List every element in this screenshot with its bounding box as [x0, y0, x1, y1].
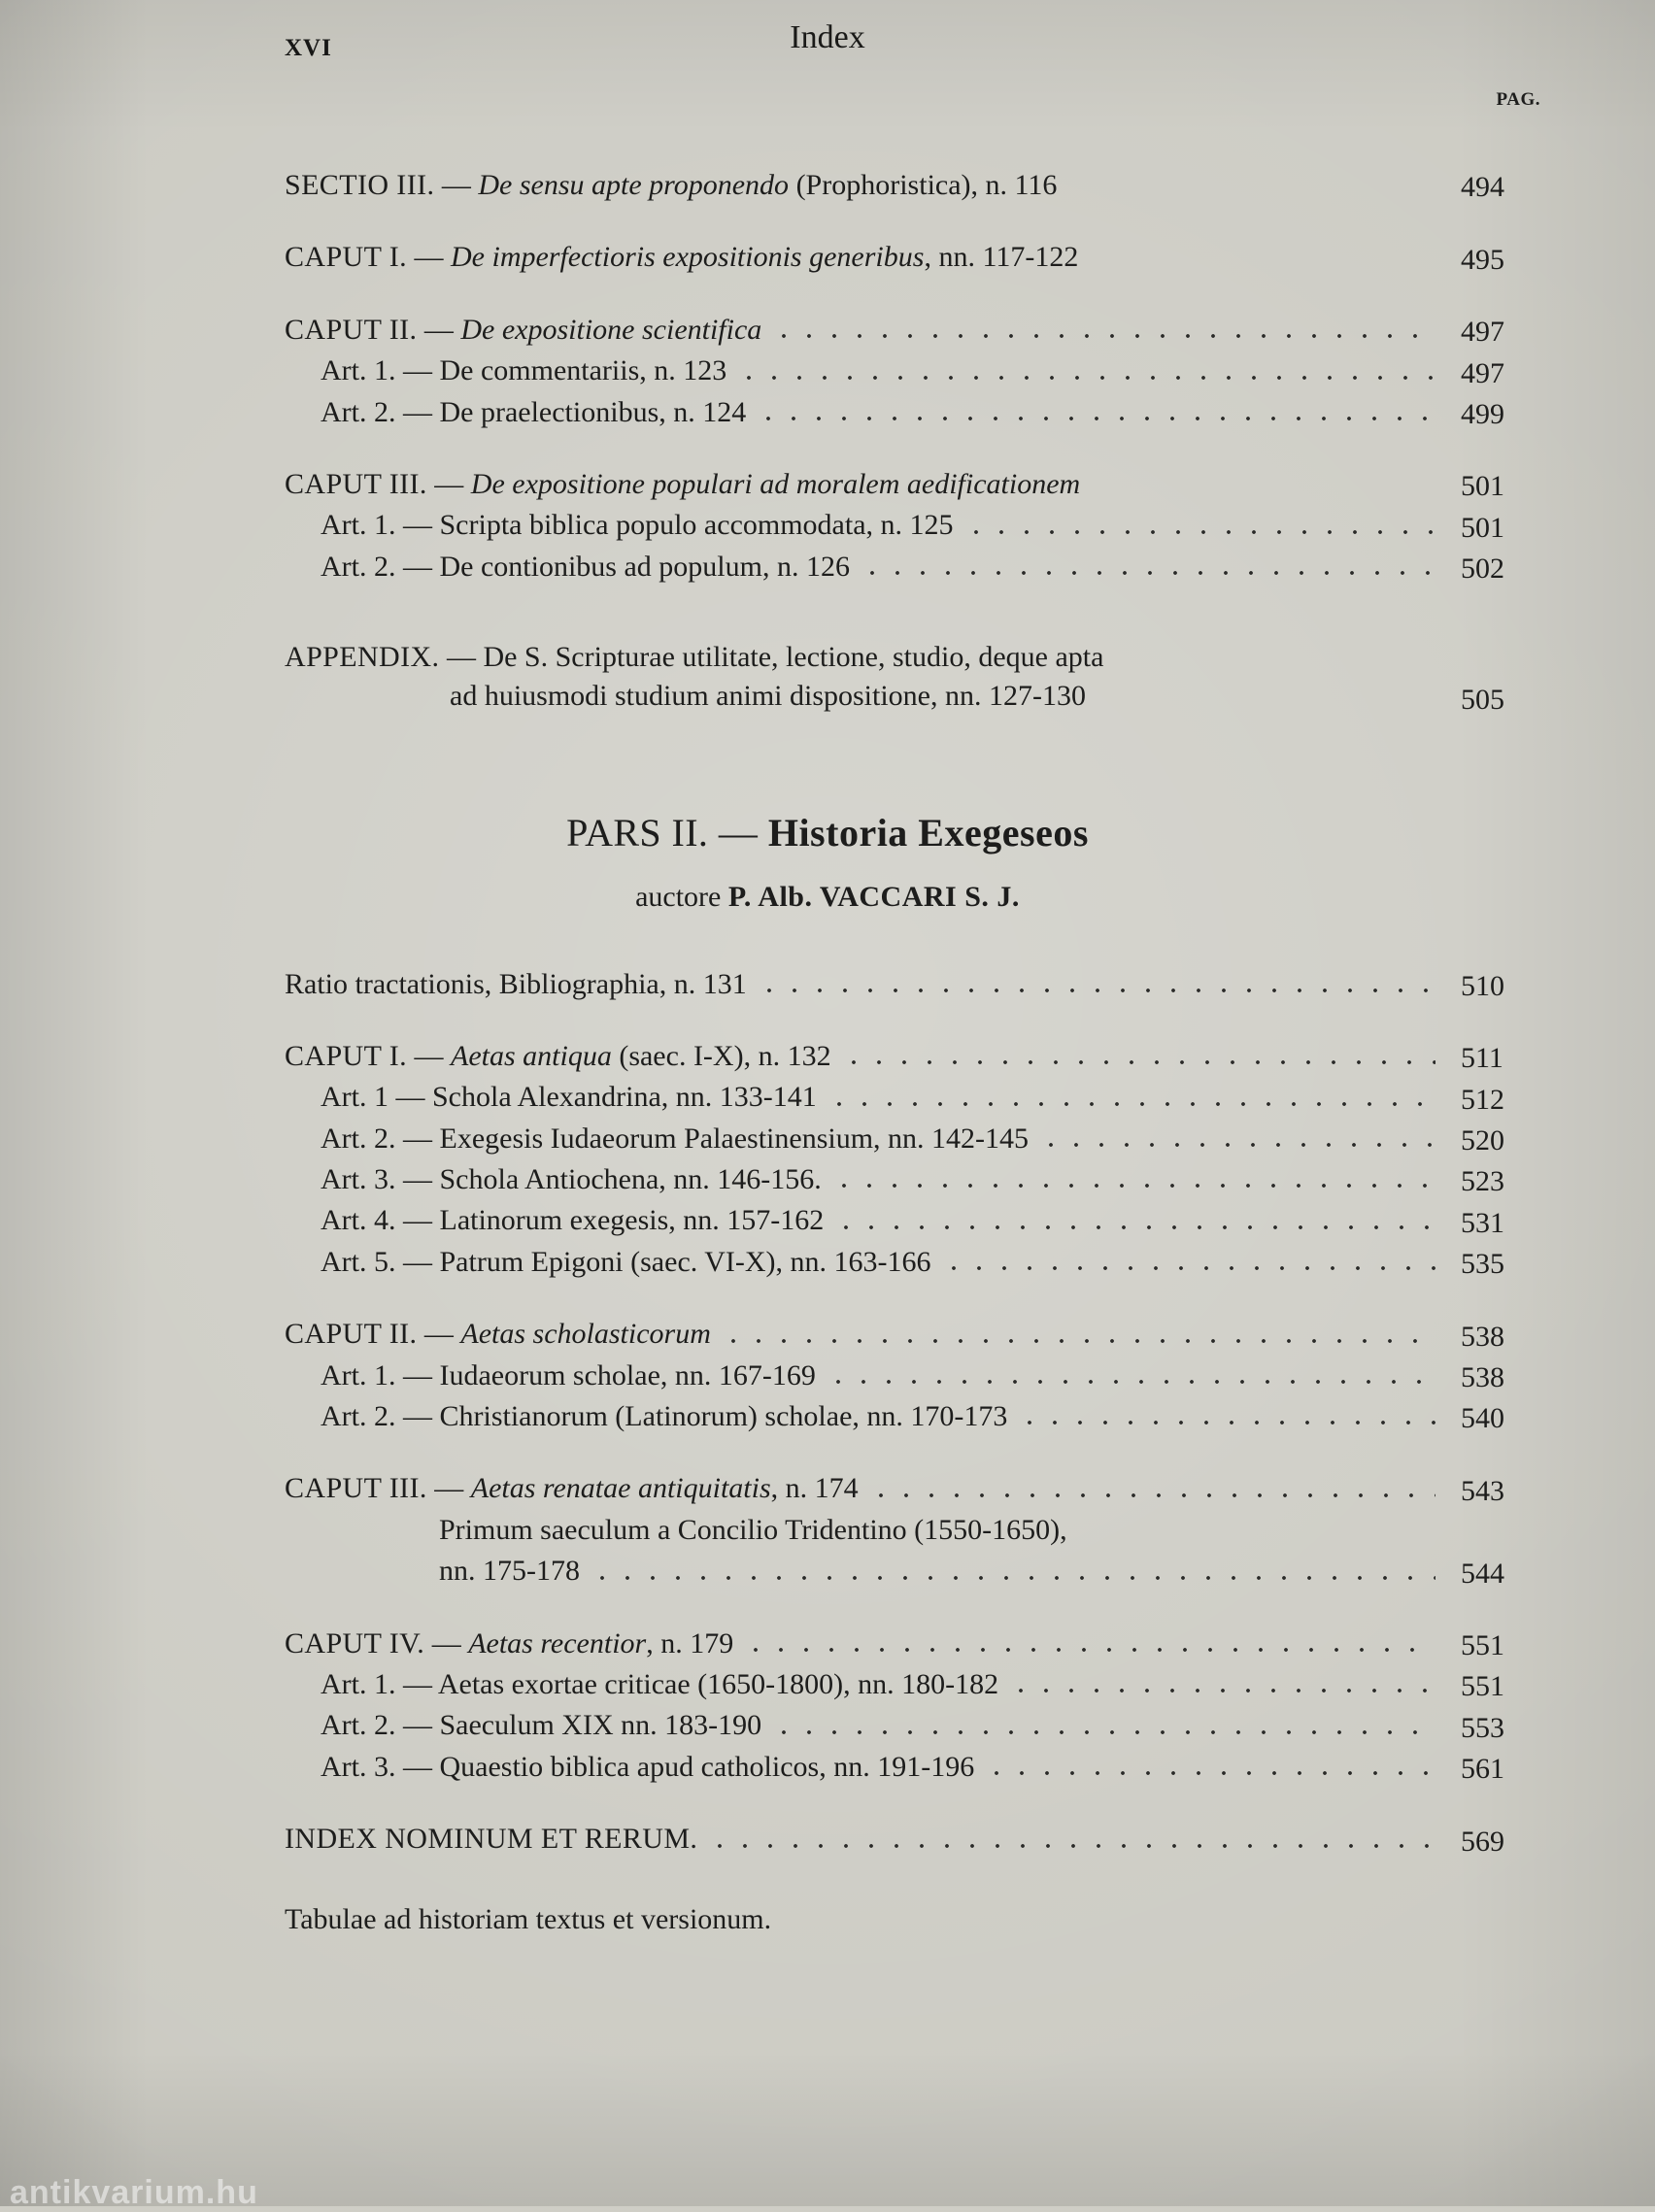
leader-dots — [827, 1101, 1435, 1107]
leader-dots — [1008, 1688, 1435, 1693]
entry-page: 523 — [1461, 1165, 1504, 1198]
watermark: antikvarium.hu — [10, 2174, 258, 2211]
leader-dots — [771, 333, 1435, 339]
entry-label: Art. 2. — Exegesis Iudaeorum Palaestinensium, nn. 142-145 — [321, 1122, 1030, 1155]
entry-title-italic: De expositione scientifica — [460, 313, 762, 346]
leader-dots — [757, 988, 1435, 993]
entry-dash: — — [426, 467, 471, 500]
toc-entry[interactable] — [0, 352, 1655, 389]
entry-label: Art. 2. — Saeculum XIX nn. 183-190 — [321, 1709, 762, 1742]
entry-label: CAPUT IV. — [285, 1626, 425, 1659]
part-number: PARS II. — [566, 810, 709, 855]
entry-page: 544 — [1461, 1557, 1504, 1590]
entry-page: 543 — [1461, 1474, 1504, 1507]
toc-entry[interactable] — [0, 1470, 1655, 1507]
toc-entry[interactable] — [0, 507, 1655, 544]
entry-label: nn. 175-178 — [439, 1555, 580, 1588]
part-subtitle-lead: auctore — [635, 880, 728, 913]
toc-entry[interactable] — [0, 966, 1655, 1003]
entry-label: Art. 4. — Latinorum exegesis, nn. 157-162 — [321, 1204, 825, 1237]
entry-dash: — — [407, 1039, 451, 1072]
entry-label: Ratio tractationis, Bibliographia, n. 131 — [285, 967, 747, 1000]
part-dash: — — [718, 810, 768, 855]
entry-label: CAPUT III. — [285, 467, 427, 500]
entry-title-rest: (saec. I-X), n. 132 — [611, 1039, 831, 1072]
leader-dots — [1038, 1142, 1435, 1148]
part-subtitle — [0, 881, 1655, 914]
entry-label: Art. 2. — De praelectionibus, n. 124 — [321, 395, 747, 428]
entry-dash: — — [417, 313, 461, 346]
toc-entry[interactable] — [0, 312, 1655, 349]
leader-dots — [721, 1338, 1435, 1344]
leader-dots — [1077, 1533, 1435, 1539]
entry-label: Art. 1 — Schola Alexandrina, nn. 133-141 — [321, 1081, 817, 1114]
leader-dots — [1066, 188, 1435, 194]
leader-dots — [707, 1843, 1435, 1849]
toc-entry[interactable] — [0, 1202, 1655, 1239]
entry-dash: — — [417, 1318, 461, 1351]
entry-label: CAPUT II. — [285, 1318, 418, 1351]
entry-label: Art. 5. — Patrum Epigoni (saec. VI-X), nn. 163-166 — [321, 1245, 931, 1278]
leader-dots — [860, 570, 1435, 576]
entry-title-italic: Aetas antiqua — [451, 1039, 612, 1072]
toc-entry[interactable] — [0, 1398, 1655, 1435]
entry-page: 501 — [1461, 511, 1504, 544]
entry-title-continued: ad huiusmodi studium animi dispositione, nn. 127-130 — [450, 680, 1086, 713]
entry-page: 551 — [1461, 1670, 1504, 1703]
leader-dots — [831, 1183, 1435, 1189]
entry-page: 502 — [1461, 553, 1504, 586]
toc-entry[interactable] — [0, 239, 1655, 276]
entry-page: 538 — [1461, 1361, 1504, 1394]
entry-page: 535 — [1461, 1248, 1504, 1281]
toc-entry[interactable] — [0, 394, 1655, 431]
toc-entry[interactable] — [0, 1749, 1655, 1786]
entry-page: 495 — [1461, 243, 1504, 276]
entry-page: 511 — [1461, 1042, 1503, 1075]
toc-entry[interactable] — [0, 638, 1655, 716]
leader-dots — [841, 1059, 1435, 1065]
entry-page: 499 — [1461, 397, 1504, 430]
entry-page: 540 — [1461, 1402, 1504, 1435]
entry-label: Art. 1. — Aetas exortae criticae (1650-1800), nn. 180-182 — [321, 1667, 999, 1700]
entry-label: CAPUT I. — [285, 241, 407, 274]
leader-dots — [1113, 701, 1435, 707]
toc-entry[interactable] — [0, 1079, 1655, 1116]
toc-entry[interactable] — [0, 1161, 1655, 1198]
entry-label: Art. 3. — Schola Antiochena, nn. 146-156. — [321, 1163, 822, 1196]
entry-title-rest: , n. 179 — [646, 1626, 734, 1659]
entry-label: CAPUT II. — [285, 313, 418, 346]
leader-dots — [1017, 1420, 1435, 1425]
folio-number: XVI — [285, 35, 332, 61]
entry-label: APPENDIX. — [285, 641, 440, 674]
leader-dots — [826, 1379, 1435, 1385]
toc-entry[interactable] — [0, 1821, 1655, 1858]
entry-label: CAPUT III. — [285, 1472, 427, 1505]
leader-dots — [743, 1647, 1435, 1653]
leader-dots — [1090, 487, 1435, 493]
entry-page: 553 — [1461, 1711, 1504, 1744]
toc-entry[interactable] — [0, 1707, 1655, 1744]
entry-label: SECTIO III. — [285, 169, 435, 201]
leader-dots — [963, 529, 1435, 535]
entry-title-rest: , nn. 117-122 — [924, 241, 1079, 274]
toc-entry[interactable] — [0, 1121, 1655, 1157]
entry-dash: — — [426, 1472, 471, 1505]
entry-label: Art. 3. — Quaestio biblica apud catholicos, nn. 191-196 — [321, 1750, 975, 1783]
leader-dots — [984, 1770, 1435, 1776]
entry-page: 501 — [1461, 470, 1504, 503]
entry-label: Art. 1. — Scripta biblica populo accommodata, n. 125 — [321, 509, 954, 542]
toc-entry[interactable] — [0, 1357, 1655, 1394]
entry-page: 512 — [1461, 1083, 1504, 1116]
entry-page: 551 — [1461, 1628, 1504, 1661]
toc-entry[interactable] — [0, 1316, 1655, 1353]
entry-page: 569 — [1461, 1825, 1504, 1858]
leader-dots — [941, 1265, 1435, 1271]
entry-page: 510 — [1461, 969, 1504, 1002]
entry-page: 497 — [1461, 356, 1504, 389]
page-title: Index — [790, 19, 865, 55]
entry-page: 494 — [1461, 171, 1504, 204]
leader-dots — [1088, 261, 1435, 267]
part-title: Historia Exegeseos — [767, 810, 1089, 855]
toc-entry[interactable] — [0, 167, 1655, 204]
entry-page: 561 — [1461, 1753, 1504, 1786]
leader-dots — [771, 1729, 1435, 1735]
entry-title-italic: De expositione populari ad moralem aedificationem — [470, 467, 1081, 500]
entry-title-rest: , n. 174 — [770, 1472, 859, 1505]
entry-page: 497 — [1461, 316, 1504, 349]
leader-dots — [756, 416, 1435, 421]
entry-title-italic: De imperfectioris expositionis generibus — [451, 241, 925, 274]
entry-dash: — — [407, 241, 451, 274]
entry-label: Primum saeculum a Concilio Tridentino (1550-1650), — [439, 1513, 1067, 1546]
entry-title-italic: De sensu apte proponendo — [478, 169, 790, 201]
entry-page: 520 — [1461, 1124, 1504, 1157]
toc-entry-continued — [0, 1512, 1655, 1549]
entry-title-rest: (Prophoristica), n. 116 — [789, 169, 1058, 201]
entry-page: 538 — [1461, 1320, 1504, 1353]
leader-dots — [590, 1575, 1435, 1581]
part-author: P. Alb. VACCARI S. J. — [727, 880, 1020, 913]
leader-dots — [833, 1224, 1435, 1230]
entry-title-italic: Aetas scholasticorum — [460, 1318, 711, 1351]
toc-entry[interactable] — [0, 1666, 1655, 1703]
toc-entry[interactable] — [0, 1244, 1655, 1281]
toc-entry[interactable] — [0, 549, 1655, 586]
tables-note: Tabulae ad historiam textus et versionum. — [285, 1902, 772, 1935]
toc-entry[interactable] — [0, 1625, 1655, 1662]
entry-dash: — — [434, 169, 479, 201]
toc-section-one — [0, 146, 1655, 1936]
leader-dots — [736, 375, 1435, 381]
entry-title-italic: Aetas recentior — [468, 1626, 647, 1659]
entry-page: 531 — [1461, 1206, 1504, 1239]
toc-entry[interactable] — [0, 1038, 1655, 1075]
entry-page: 505 — [1461, 683, 1504, 716]
toc-entry[interactable] — [0, 466, 1655, 503]
entry-label: Art. 1. — De commentariis, n. 123 — [321, 354, 727, 387]
page-column-header: PAG. — [1496, 89, 1540, 110]
leader-dots — [868, 1492, 1435, 1498]
entry-label: Art. 2. — Christianorum (Latinorum) scholae, nn. 170-173 — [321, 1400, 1008, 1433]
part-heading — [0, 810, 1655, 855]
entry-title-rest: — De S. Scripturae utilitate, lectione, studio, deque apta — [439, 641, 1104, 674]
entry-dash: — — [424, 1626, 469, 1659]
entry-label: Art. 1. — Iudaeorum scholae, nn. 167-169 — [321, 1358, 816, 1391]
entry-label: Art. 2. — De contionibus ad populum, n. 126 — [321, 550, 850, 583]
entry-title-italic: Aetas renatae antiquitatis — [470, 1472, 771, 1505]
entry-label: INDEX NOMINUM ET RERUM. — [285, 1823, 698, 1856]
toc-entry[interactable] — [0, 1553, 1655, 1590]
entry-label: CAPUT I. — [285, 1039, 407, 1072]
